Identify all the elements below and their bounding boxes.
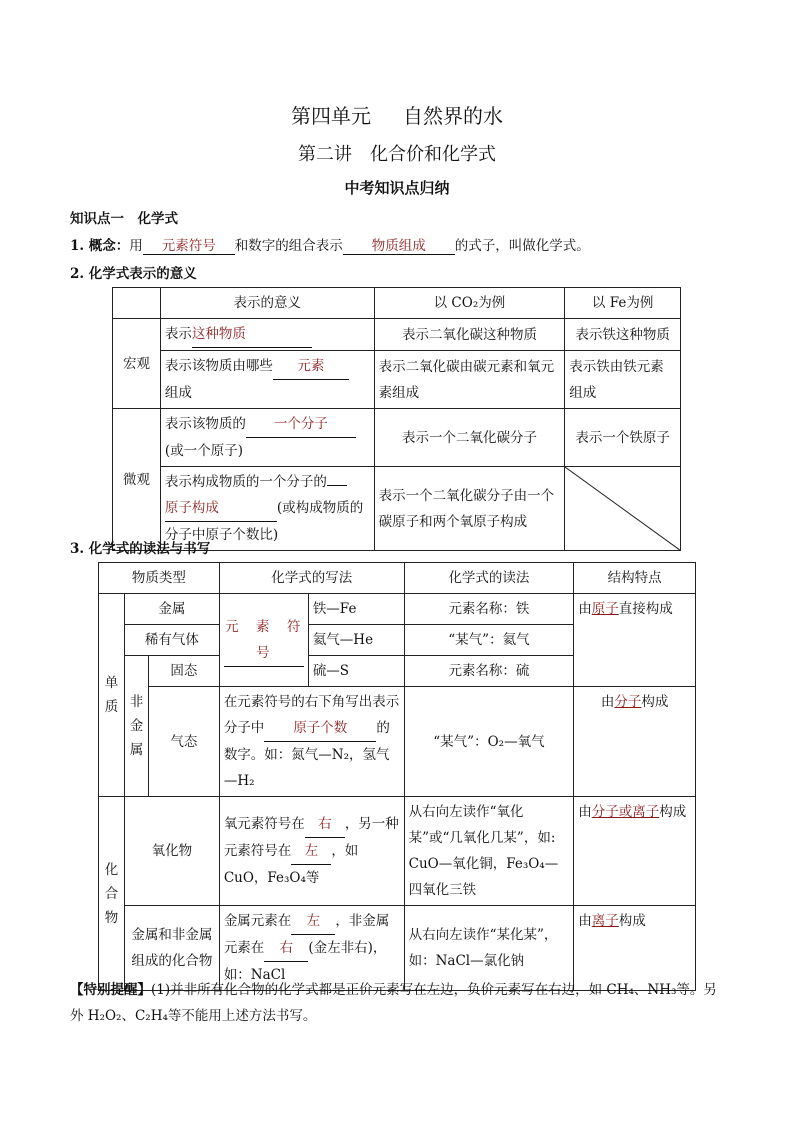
oxide-answer2: 左 [304, 843, 319, 859]
r4-blank [165, 495, 277, 522]
compound-text: 化合物 [104, 861, 119, 926]
rw-header-struct: 结构特点 [574, 563, 696, 594]
knowledge-point-label: 知识点一 化学式 [70, 211, 178, 227]
salt-read: 从右向左读作“某化某”，如：NaCl—氯化钠 [404, 906, 574, 991]
nonmetal-text: 非金属 [129, 694, 144, 758]
section-heading: 中考知识点归纳 [344, 179, 450, 197]
meaning-table [112, 287, 681, 551]
salt-blank1 [291, 908, 335, 935]
noble-example: 氦气—He [308, 625, 404, 656]
salt-w3: (金左非右)，如：NaCl [223, 940, 387, 983]
noble-read: “某气”：氦气 [404, 625, 574, 656]
r3-answer: 一个分子 [273, 416, 328, 432]
metal-read: 元素名称：铁 [404, 594, 574, 625]
micro-row1-meaning [160, 409, 374, 467]
r2-answer: 元素 [297, 358, 325, 374]
macro-row2-fe: 表示铁由铁元素组成 [565, 351, 681, 409]
meaning-title: 2. 化学式表示的意义 [70, 266, 197, 282]
oxide-w1: 氧元素符号在 [223, 816, 305, 832]
concept-blank1-answer: 元素符号 [161, 238, 216, 254]
salt-w1: 金属元素在 [223, 913, 292, 929]
solid-label: 固态 [148, 656, 219, 687]
lesson-title: 第二讲 化合价和化学式 [298, 144, 496, 165]
oxide-struct [574, 797, 696, 906]
salt-w2: ，非金属元素在 [223, 913, 390, 956]
gas-write [219, 687, 404, 797]
r4-pre: 表示构成物质的一个分子的 [164, 474, 327, 490]
nonmetal-label [124, 656, 148, 797]
gas-struct-key: 分子 [614, 694, 642, 710]
micro-row2-co2: 表示一个二氧化碳分子由一个碳原子和两个氧原子构成 [374, 467, 565, 551]
oxide-label: 氧化物 [124, 797, 219, 906]
unit-label: 第四单元 [291, 104, 371, 128]
concept-blank1 [143, 234, 235, 255]
rw-header-type: 物质类型 [99, 563, 220, 594]
unit-topic: 自然界的水 [403, 104, 503, 128]
rw-header-read: 化学式的读法 [404, 563, 574, 594]
concept-t1: 用 [129, 238, 143, 254]
gas-write-pre: 在元素符号的右下角写出表示分子中 [223, 694, 400, 736]
concept-t2: 和数字的组合表示 [234, 238, 343, 254]
symbol-answer: 元 素 符号 [225, 618, 303, 661]
compound-label [99, 797, 125, 991]
oxide-w2: ，另一种元素符号在 [223, 816, 399, 859]
salt-answer1: 左 [306, 913, 321, 929]
micro-row2-fe-empty [565, 467, 681, 551]
gas-struct-pre: 由 [600, 694, 615, 710]
solid-read: 元素名称：硫 [404, 656, 574, 687]
metal-label: 金属 [124, 594, 219, 625]
r1-answer: 这种物质 [191, 326, 246, 342]
rw-header-write: 化学式的写法 [219, 563, 404, 594]
concept-t3: 的式子，叫做化学式。 [454, 238, 590, 254]
metal-example: 铁—Fe [308, 594, 404, 625]
macro-row2-meaning [160, 351, 374, 409]
micro-label: 微观 [113, 409, 161, 551]
concept-blank2-answer: 物质组成 [371, 238, 426, 254]
atom-struct [574, 594, 696, 687]
oxide-struct-key: 分子或离子 [591, 804, 660, 820]
header-meaning: 表示的意义 [160, 288, 374, 319]
salt-blank2 [264, 935, 308, 962]
diagonal-line [565, 467, 680, 550]
r3-blank [246, 411, 356, 438]
r4-lead [327, 485, 347, 486]
reminder-text: (1)并非所有化合物的化学式都是正价元素写在左边，负价元素写在右边，如 CH₄、NH₃等。另外 H₂O₂、C₂H₄等不能用上述方法书写。 [70, 982, 717, 1024]
r2-post: 组成 [164, 385, 192, 401]
symbol-blank-cell [219, 594, 308, 687]
macro-row1-meaning [160, 319, 374, 351]
micro-row1-fe: 表示一个铁原子 [565, 409, 681, 467]
gas-write-post: 的数字。如：氮气—N₂，氢气—H₂ [223, 720, 390, 789]
readwrite-table [98, 562, 696, 991]
r3-post: (或一个原子) [164, 443, 243, 459]
gas-answer: 原子个数 [293, 720, 348, 736]
solid-example: 硫—S [308, 656, 404, 687]
gas-label: 气态 [148, 687, 219, 797]
macro-label: 宏观 [113, 319, 161, 409]
unit-title [0, 100, 794, 129]
macro-row1-co2: 表示二氧化碳这种物质 [374, 319, 565, 351]
micro-row1-co2: 表示一个二氧化碳分子 [374, 409, 565, 467]
salt-answer2: 右 [279, 940, 294, 956]
gas-blank [264, 715, 376, 742]
concept-num: 1. 概念： [70, 238, 130, 254]
oxide-blank1 [305, 811, 345, 838]
oxide-struct-post: 构成 [659, 804, 687, 820]
r2-blank [273, 353, 349, 380]
macro-row2-co2: 表示二氧化碳由碳元素和氧元素组成 [374, 351, 565, 409]
noble-gas-label: 稀有气体 [124, 625, 219, 656]
rw-title: 3. 化学式的读法与书写 [70, 541, 211, 557]
r3-pre: 表示该物质的 [164, 416, 246, 432]
concept-blank2 [343, 234, 455, 255]
r1-blank [192, 321, 312, 348]
atom-struct-post: 直接构成 [618, 601, 673, 617]
gas-struct-post: 构成 [641, 694, 669, 710]
special-reminder [70, 977, 730, 1029]
oxide-write [219, 797, 404, 906]
simple-substance-label [99, 594, 125, 797]
oxide-struct-pre: 由 [578, 804, 592, 820]
concept-line [70, 234, 590, 255]
salt-struct-pre: 由 [578, 913, 592, 929]
gas-struct [574, 687, 696, 797]
oxide-answer1: 右 [318, 816, 332, 832]
oxide-read: 从右向左读作“氧化某”或“几氧化几某”，如: CuO—氧化铜，Fe₃O₄—四氧化三铁 [404, 797, 574, 906]
salt-struct-key: 离子 [591, 913, 619, 929]
header-co2: 以 CO₂为例 [374, 288, 565, 319]
oxide-w3: ，如 CuO，Fe₃O₄等 [223, 843, 359, 886]
atom-struct-pre: 由 [578, 601, 592, 617]
r2-pre: 表示该物质由哪些 [164, 358, 273, 374]
reminder-tag: 【特别提醒】 [70, 982, 151, 998]
salt-struct-post: 构成 [618, 913, 646, 929]
atom-struct-key: 原子 [591, 601, 619, 617]
simple-text: 单质 [104, 675, 119, 715]
oxide-blank2 [291, 838, 331, 865]
macro-row1-fe: 表示铁这种物质 [565, 319, 681, 351]
r1-pre: 表示 [164, 326, 192, 342]
meaning-corner [113, 288, 161, 319]
header-fe: 以 Fe为例 [565, 288, 681, 319]
gas-read: “某气”：O₂—氧气 [404, 687, 574, 797]
symbol-blank [224, 614, 304, 667]
r4-answer: 原子构成 [164, 500, 219, 516]
salt-label: 金属和非金属组成的化合物 [124, 906, 219, 991]
r4-post: (或构成物质的分子中原子个数比) [164, 500, 364, 543]
